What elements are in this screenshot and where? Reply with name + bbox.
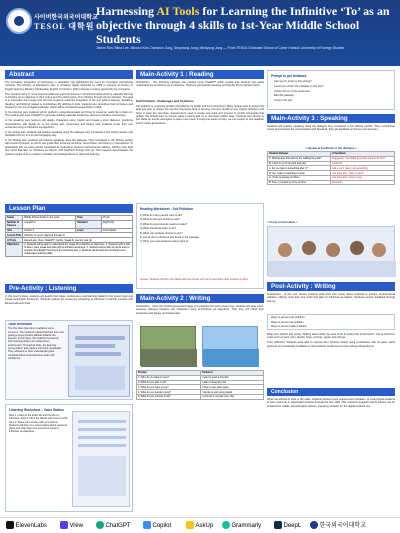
speaking-feedback-cell: Excellent!: [330, 180, 394, 185]
grammarly-icon: [222, 521, 230, 529]
prompt-list: [274, 80, 392, 104]
writing-table-cell: I hope to see clean water.: [201, 385, 264, 390]
pre-activity-intro-text: In this one-5 minute, students will search their ideas, preferences, and learning related to the lesson topic and create meaningful sentences. Students explore the sentences containing to-infinitives in real-life contexts with ElevenLabs and Vrew.: [5, 295, 133, 305]
polluted-river-image: [140, 326, 196, 366]
clean-river-image: [202, 326, 258, 366]
title-highlight: AI Tools: [156, 4, 200, 18]
chatgpt-icon: [96, 521, 104, 529]
speaking-dialogue-cell: A: I hope to seeing you there.: [268, 175, 331, 180]
column-middle: [136, 70, 264, 514]
post-activity-heading: Post-Activity : Writing: [267, 282, 395, 291]
footer-logo-label: ChatGPT: [105, 523, 131, 529]
speaking-dialogue-cell: B: I want to go to the park and play.: [268, 161, 331, 166]
copilot-icon: [143, 521, 151, 529]
reading-question: 2) What do farmers decide to use?: [140, 218, 180, 222]
footer-logo-deepl: [274, 521, 301, 531]
post-activity-p1: Write your opinion and essay, thinking about what you want to do to protect the environment. Use at least four verbs such as want, plan, decide, hope, promise, agree, and choose.: [267, 333, 395, 340]
writing-table-cell: I plan to clean the river.: [201, 380, 264, 385]
main3-heading: Main-Activity 3 : Speaking: [267, 114, 395, 123]
lesson-plan-key: Lesson Title: [7, 233, 21, 237]
prompts-title: Prompt to get feedback: [271, 74, 307, 78]
reading-question: 5) What can students choose to join?: [140, 231, 183, 235]
abstract-p6: In the Writing part, students will practice speaking using the dialogue. They completed in the Writing section with Gemini Prompts, so the AI can guide their sentence structure, word choice, and fluency in discussions. To accomplish this, an essay will be completed as methods to prevent environmental pollution, utilizing more than four verbs that take 'to' infinitives as objects, with feedback through Ask Up. This research demonstrates the positive impact of AI on student motivation and independence in grammar learning.: [5, 139, 133, 156]
main1-passage-title: Soil Pollution: Challenges and Solutions: [136, 100, 194, 103]
title-suffix: for Learning the Infinitive ‘To’ as an objective through 4 skills to 1st-Year Middle School Students: [96, 4, 390, 46]
writing-table: [136, 370, 264, 400]
reading-worksheet-title: Reading Worksheet - Soil Pollution: [140, 207, 193, 211]
logo-tesol-text: TESOL 대학원: [34, 22, 95, 31]
speaking-feedback-table: [267, 151, 395, 185]
main2-heading: Main-Activity 2 : Writing: [136, 294, 264, 303]
writing-table-cell: I want to meet a scientist.: [201, 375, 264, 380]
abstract-p2: This research aims to move beyond traditional grammar lessons in structured classrooms by naturally learning to-infinitive as an objective in their output and the performance of to-infinitive through AI tool activities. The goal is to internalize their usage and promote students' authentic integration of the four skills (Listening, Speaking, Reading, and Writing) related to to-infinitives. By utilizing AI tools, students can strengthen their AI literacy and prepare for the era of digital textbooks, which will be introduced sequentially in 2025.: [5, 92, 133, 110]
poster-title: [96, 4, 396, 46]
lesson-plan-value: ElevenLabs, Vrew, ChatGPT, Copilot, Speak AI, Gemini, Ask Up: [23, 238, 133, 243]
listening-worksheet-title: Listening Worksheet – Voice Station: [9, 408, 64, 412]
footer-logo-chatgpt: [96, 521, 131, 531]
footer-logo-label: Copilot: [152, 523, 172, 529]
footer-logo-bar: [0, 517, 400, 533]
listening-worksheet-text: Step 1: Listen to the audio file and find the to-infinitives. Step 2: Fill in the blanks with correct verbs. Step 3: Share your answer with your partner. Students will listen to a conversation about weekend plans and write down five sentences using to-infinitives as objectives.: [9, 414, 69, 434]
writing-table-cell: 5. What do you promise to do?: [137, 394, 201, 399]
lesson-plan-key: Number of Classes: [6, 220, 23, 228]
footer-logo-label: Grammarly: [231, 523, 262, 529]
tutor-reflection-text: The first class plan aims to address some concerns. The students noticed that their tone was getting a more positive attitude towards the lessons. In this class, the students focused on their listening skills in an audio-driven environment. Through AI tools, the listening concentration and practice improved remarkably. They reflected on their understanding and completed their comprehension tasks with confidence.: [8, 327, 64, 360]
speaking-table-header-cell: Student dialogue: [268, 152, 331, 157]
abstract-p4: In the speaking part, learners will design characters using Copilot and create a short dialogue, practicing conversations with Speak AI. In the writing part, Grammarly and DeepL help students revise their own sentences using to-infinitives as objectives.: [5, 119, 133, 130]
university-logo: [4, 6, 98, 62]
lesson-plan-value: [9영01-01]: [101, 220, 132, 228]
lesson-plan-table: [5, 215, 133, 257]
conclusion-body: [267, 398, 395, 508]
footer-logo-label: ElevenLabs: [15, 523, 47, 529]
title-prefix: Harnessing: [96, 4, 157, 18]
speaking-feedback-cell: Great job!: [330, 161, 394, 166]
writing-table-header-cell: Sentence: [201, 371, 264, 376]
writing-table-row: [137, 394, 264, 399]
column-right: [267, 70, 395, 514]
footer-logo-hufs: [310, 521, 366, 531]
authors-line: Jiseon Kim, Bitna Lee, Minseo Kim, Daeseon Jung, Seoyeong Jung, Minkyung Jung — From TESOL Graduate School of Cyber Hankuk University of Foreign Studies: [96, 46, 345, 50]
abstract-p3: In the listening part, students will be guided in using ElevenLabs and Vrew to create an audio file to listen on. The reading part uses ChatGPT to generate reading materials containing various to-infinitive expressions.: [5, 111, 133, 118]
main2-intro-text: Introduction - Using the Copilot-generated images of a polluted river and a clean river, students will write a five-sentence dialogue between two characters using to-infinitives as objectives. Then they will check their sentences with DeepL and Grammarly.: [136, 305, 264, 315]
footer-logo-askup: [186, 521, 213, 531]
post-activity-body: [267, 333, 395, 385]
prompt-item: Correct errors in the sentences.: [274, 89, 311, 93]
lesson-plan-value: 45 min: [101, 216, 132, 221]
main1-intro: [136, 81, 264, 99]
lesson-plan-row: [6, 242, 133, 256]
lesson-plan-key: AI Tools: [6, 238, 23, 243]
logo-korean-text: 사이버한국외국어대학교: [34, 15, 98, 21]
prompt-item: Edit this passage.: [274, 94, 295, 98]
main1-intro-text: Introduction - The following passage was created using ChatGPT which reveals that students can easily understand the to-infinitive as an objective. Students will read the passage and identify the to-infinitive forms.: [136, 81, 264, 88]
tutor-reflection-box: [5, 320, 133, 400]
elevenlabs-icon: [6, 521, 14, 529]
reading-question: 1) What do many people want to do?: [140, 214, 183, 217]
worksheet-image: [72, 411, 130, 507]
lesson-plan-value: Intermediate: [101, 228, 132, 233]
writing-table-cell: 1. Who do you want to meet?: [137, 375, 201, 380]
reading-question: 4) What should we learn to do?: [140, 227, 176, 231]
speaking-dialogue-cell: B: Yes, I plan to watching a movie.: [268, 171, 331, 176]
post-activity-p2: Tutor reflection: Students were able to express their opinions clearly using to-infinitives. Ask Up gave useful grammar and vocabulary feedback so that students could improve their writing independently.: [267, 341, 395, 348]
main3-intro-text: Students will practice speaking using the dialogue they completed in the Writing section. They record their voices and compare the pronunciation with Speak AI, then get feedback on fluency and accuracy.: [267, 125, 395, 132]
classroom-photo: [267, 226, 395, 276]
reading-question-list: [140, 214, 260, 245]
reading-question: 3) What do governments need to create?: [140, 222, 188, 226]
writing-table-header-cell: Prompt: [137, 371, 201, 376]
footer-logo-grammarly: [222, 521, 261, 531]
feedback-prompts-box: [267, 70, 395, 110]
speaking-feedback-cell: Use base form: 'hope to see': [330, 175, 394, 180]
pre-activity-heading: Pre-Activity : Listening: [5, 284, 133, 293]
column-left: [5, 70, 133, 514]
lesson-plan-key: Standard: [76, 220, 102, 228]
lesson-plan-key: Time: [76, 216, 102, 221]
vrew-icon: [60, 521, 68, 529]
footer-logo-label: AskUp: [195, 523, 214, 529]
circle-conversation-note: < Circle conversation >: [267, 220, 298, 224]
post-activity-intro: [267, 293, 395, 311]
writing-table-cell: 2. What do you plan to do?: [137, 380, 201, 385]
speaking-table-row: [268, 180, 395, 185]
header: [0, 0, 400, 66]
reading-question: 7) Write your own sentence using 'want to'.: [140, 240, 190, 244]
lesson-plan-key: Grade: [6, 216, 23, 221]
speaking-feedback-cell: Suggestion: Use 'What do people want to do first?': [330, 156, 394, 161]
speaking-dialogue-cell: A: What people first want to do, walking the park?: [268, 156, 331, 161]
hufs-seal-icon: [310, 521, 318, 529]
speaking-dialogue-cell: B: Sure, I promise to come on time.: [268, 180, 331, 185]
lesson-plan-value: 1. Students will be able to understand the usage of to-infinitive as objectives. 2. Students will be able to listen, read, speak and write with to-infinitive sentences. 3. Students will be able to use AI tools to improve their English learning in an interactive way. 4. Students will develop their AI literacy and independent learning skills.: [23, 242, 133, 256]
deepl-icon: [274, 521, 282, 529]
conclusion-text: When we utilized AI tools in the class, students showed more interest and motivation. AI tools helped students to learn grammar in meaningful contexts through the four skills. This research suggests that AI literacy can be enhanced in middle school English classes, preparing students for the digital textbook era.: [267, 398, 395, 408]
abstract-heading: Abstract: [5, 70, 133, 79]
lesson-plan-heading: Lesson Plan: [5, 204, 133, 213]
writing-table-cell: I decide to stop using plastic.: [201, 390, 264, 395]
reading-worksheet-box: [136, 203, 264, 289]
lesson-plan-key: Objectives: [6, 242, 23, 256]
ways-item: Ways to prevent water pollution: [271, 325, 308, 329]
prompt-item: Can you fix errors in this writing?: [274, 80, 312, 83]
writing-table-cell: I promise to recycle every day.: [201, 394, 264, 399]
footer-logo-vrew: [60, 521, 83, 531]
footer-logo-label: DeepL: [283, 523, 302, 529]
conclusion-heading: Conclusion: [267, 388, 395, 396]
lesson-plan-value: 4 sessions: [23, 220, 76, 228]
footer-logo-label: 한국외국어대학교: [319, 523, 366, 529]
post-activity-intro-text: Introduction - In this one, lesson students write their own essay about methods to prevent environmental pollution, utilizing more than four verbs that take 'to' infinitives as objects. Students receive feedback through Ask Up.: [267, 293, 395, 303]
lesson-plan-row: [6, 220, 133, 228]
university-seal-icon: [6, 8, 32, 34]
tutor-reflection-title: Tutor Reflection: [8, 323, 33, 326]
main1-passage-text: Soil pollution is a growing problem that affects our health and the environment. Many people want to protect the land and plan to reduce the harmful chemicals used in farming. Farmers decide to use organic fertilizers and hope to keep the soil clean. Governments need to create new rules and promise to punish companies that pollute. We should learn to recycle waste properly and try to use fewer plastic bags. Students can choose to join clean-up events and agree to plant more trees. If everyone wants to help, we can expect to see healthier soil for future generations.: [136, 104, 264, 125]
main3-intro: [267, 125, 395, 143]
abstract-body: [5, 81, 133, 201]
abstract-p1: The increasing integration of technology in education has highlighted the need for innovative instructional methods. The Ministry of Education's plan to introduce digital textbooks by 2025 to enhance AI literacy in English learning. Ministry of Education English Curriculum, 2022 presents a unique opportunity for innovation.: [5, 81, 133, 91]
askup-icon: [186, 521, 194, 529]
speaking-feedback-cell: Add a verb: 'plan to do something': [330, 166, 394, 171]
listening-materials-image: [68, 325, 130, 397]
speaking-feedback-cell: Use base form: 'plan to watch': [330, 171, 394, 176]
prompt-item: Could you correct the mistakes in this text?: [274, 84, 324, 88]
lesson-plan-value: Middle School Grade 1 (1st year): [23, 216, 76, 221]
lesson-plan-value: Lesson 4: [23, 228, 76, 233]
pre-activity-intro: [5, 295, 133, 317]
footer-logo-label: Vrew: [69, 523, 83, 529]
main1-heading: Main-Activity 1 : Reading: [136, 70, 264, 79]
writing-table-cell: 4. What do you decide to stop?: [137, 390, 201, 395]
lesson-plan-key: Unit: [6, 228, 23, 233]
abstract-p5: In the writing part, students will practice speaking using the dialogue they completed in the writing section with feedback from AI, in a fun and engaging way.: [5, 130, 133, 138]
reading-question: 6) List all the to-infinitives you found in the passage.: [140, 236, 200, 240]
main1-passage-block: [136, 100, 264, 200]
ways-list: [271, 316, 391, 330]
main2-intro: [136, 305, 264, 323]
lesson-plan-value: Infinitive 'to' as an objective through AI: [23, 233, 133, 238]
speaking-dialogue-cell: A: Do you plan to something after it?: [268, 166, 331, 171]
speaking-table-title: < Review & Feedback of the dialogue >: [305, 146, 357, 150]
ways-item: Ways to prevent air pollution: [271, 320, 304, 324]
lesson-plan-key: Level: [76, 228, 102, 233]
speaking-table-header-cell: AI feedback: [330, 152, 394, 157]
footer-logo-copilot: [143, 521, 171, 531]
prompt-item: Correct this text.: [274, 99, 293, 103]
footer-logo-elevenlabs: [6, 521, 47, 531]
reading-answer-note: Answer: Students will fill in the blanks with the correct verb forms and share their answers in pairs.: [140, 278, 249, 281]
ways-box: [267, 314, 395, 330]
tutor-reflection-text-block: [8, 323, 64, 397]
writing-table-cell: 3. What do you hope to see?: [137, 385, 201, 390]
listening-worksheet-box: [5, 404, 133, 512]
ways-item: Ways to prevent soil pollution: [271, 316, 305, 319]
